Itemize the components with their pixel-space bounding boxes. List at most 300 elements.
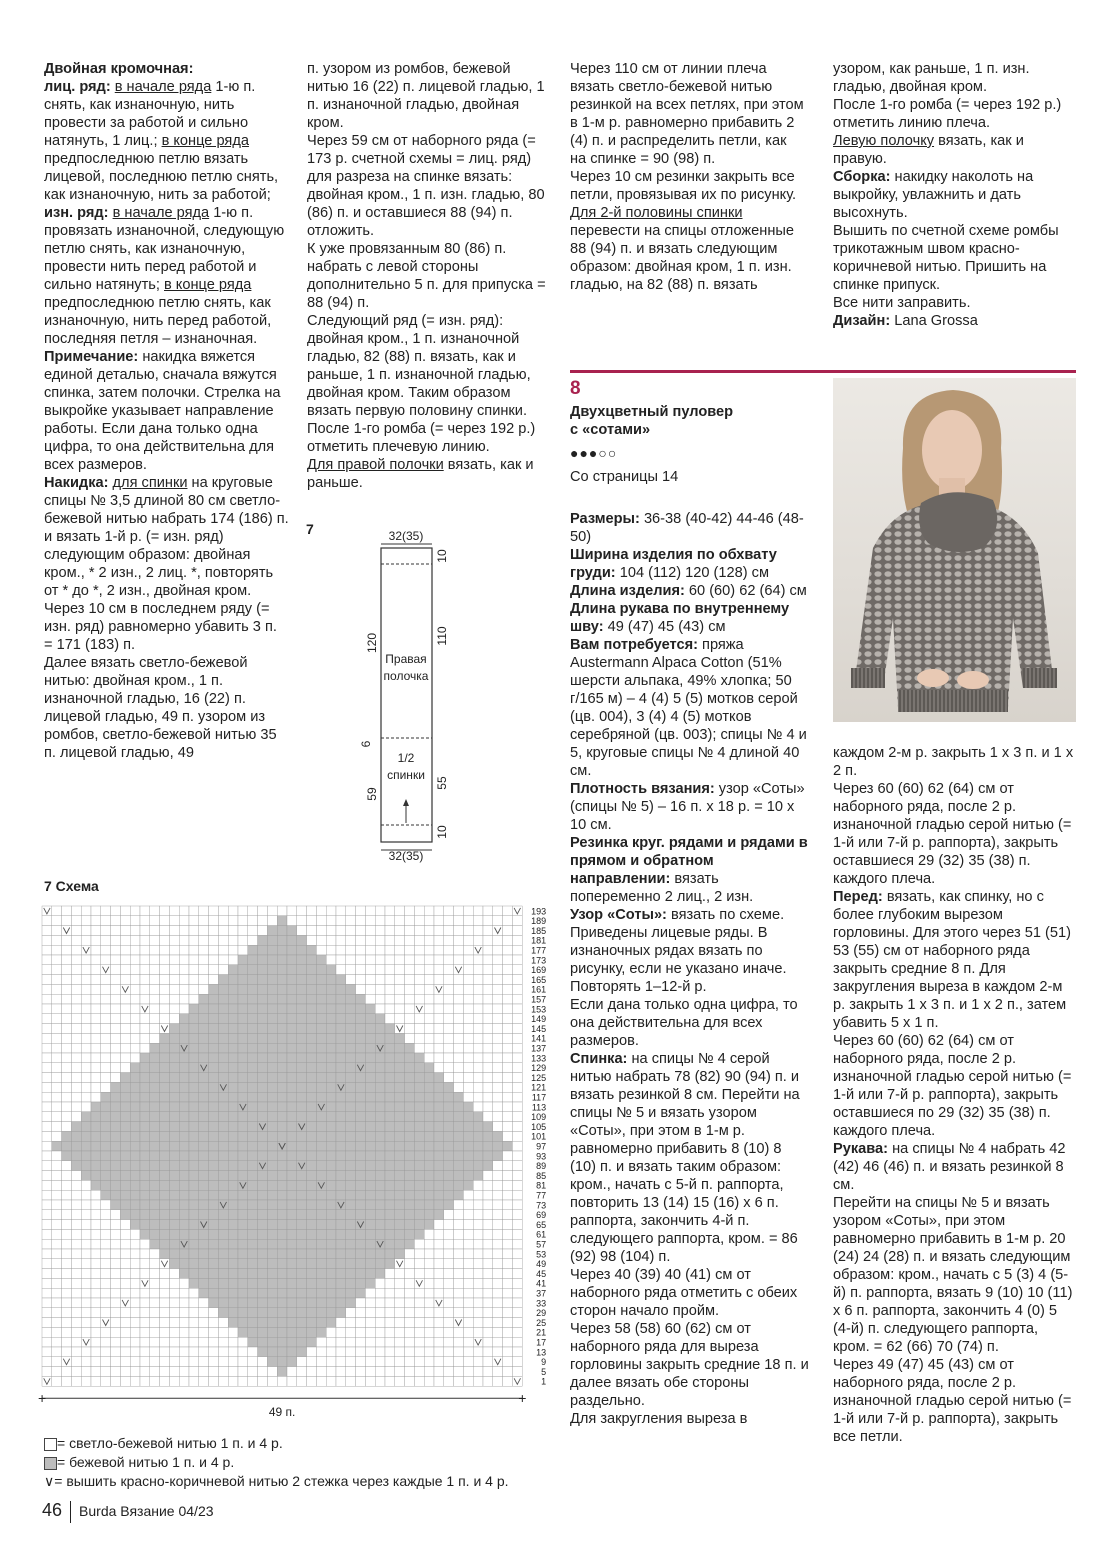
chart-cell (258, 1004, 268, 1014)
chart-cell (150, 1278, 160, 1288)
chart-cell (473, 1073, 483, 1083)
chart-cell (287, 1161, 297, 1171)
chart-cell (81, 1092, 91, 1102)
chart-cell (150, 955, 160, 965)
chart-cell (160, 1122, 170, 1132)
chart-cell (81, 1288, 91, 1298)
chart-cell (130, 906, 140, 916)
chart-cell (91, 1112, 101, 1122)
chart-cell (444, 1210, 454, 1220)
chart-cell (434, 1327, 444, 1337)
chart-cell (356, 1112, 366, 1122)
sleeves-label: Рукава: (833, 1141, 889, 1157)
chart-cell (454, 945, 464, 955)
chart-cell (454, 926, 464, 936)
chart-cell (326, 1033, 336, 1043)
chart-cell (91, 1171, 101, 1181)
chart-cell (473, 1327, 483, 1337)
chart-cell (160, 1082, 170, 1092)
chart-cell (434, 1063, 444, 1073)
chart-cell (71, 926, 81, 936)
chart-cell (81, 994, 91, 1004)
rs-row-label: лиц. ряд: (44, 79, 111, 95)
chart-cell (336, 935, 346, 945)
chart-cell (81, 955, 91, 965)
chart-cell (277, 1151, 287, 1161)
chart-cell (189, 1033, 199, 1043)
chart-cell (42, 1269, 52, 1279)
chart-cell (297, 1082, 307, 1092)
chart-cell (91, 935, 101, 945)
chart-cell (395, 1347, 405, 1357)
chart-cell (189, 955, 199, 965)
chart-cell (454, 1229, 464, 1239)
chart-cell (209, 1171, 219, 1181)
chart-cell (52, 1131, 62, 1141)
chart-cell (169, 1318, 179, 1328)
chart-cell (199, 1171, 209, 1181)
chart-cell (365, 955, 375, 965)
chart-cell (307, 975, 317, 985)
chart-cell (297, 945, 307, 955)
chart-cell (228, 1102, 238, 1112)
chart-cell (493, 1269, 503, 1279)
chart-cell (209, 1269, 219, 1279)
chart-cell (91, 1357, 101, 1367)
chart-cell (71, 1073, 81, 1083)
chart-cell (463, 1151, 473, 1161)
chart-cell (258, 994, 268, 1004)
chart-cell (81, 1298, 91, 1308)
chart-cell (71, 1112, 81, 1122)
chart-cell (91, 1161, 101, 1171)
chart-cell (160, 1161, 170, 1171)
chart-cell (483, 965, 493, 975)
chart-cell (454, 1151, 464, 1161)
chart-cell (277, 1024, 287, 1034)
chart-cell (101, 1180, 111, 1190)
chart-cell (120, 975, 130, 985)
chart-cell (277, 906, 287, 916)
chart-cell (91, 1308, 101, 1318)
page-footer (42, 1500, 214, 1523)
chart-cell (346, 975, 356, 985)
page-number: 46 (42, 1500, 63, 1520)
chart-cell (258, 1367, 268, 1377)
chart-cell (199, 1200, 209, 1210)
chart-cell (248, 1239, 258, 1249)
chart-cell (365, 926, 375, 936)
chart-cell (454, 1082, 464, 1092)
chart-cell (248, 1161, 258, 1171)
chart-cell (81, 1347, 91, 1357)
chart-cell (434, 1122, 444, 1132)
chart-cell (503, 965, 513, 975)
chart-cell (463, 945, 473, 955)
chart-cell (71, 1161, 81, 1171)
chart-cell (169, 1102, 179, 1112)
chart-title: 7 Схема (44, 878, 99, 894)
chart-cell (228, 1357, 238, 1367)
chart-cell (277, 1073, 287, 1083)
chart-cell (297, 1229, 307, 1239)
chart-cell (346, 1092, 356, 1102)
paragraph: Через 10 см резинки закрыть все петли, провязывая их по рисунку. (570, 169, 797, 203)
chart-cell (454, 1337, 464, 1347)
chart-cell (150, 1141, 160, 1151)
chart-cell (277, 1357, 287, 1367)
chart-cell (287, 1239, 297, 1249)
chart-cell (287, 1220, 297, 1230)
chart-cell (503, 1053, 513, 1063)
chart-cell (287, 1337, 297, 1347)
chart-cell (503, 984, 513, 994)
chart-cell (473, 1004, 483, 1014)
chart-cell (512, 984, 522, 994)
chart-cell (346, 1367, 356, 1377)
chart-cell (91, 1190, 101, 1200)
chart-cell (248, 1229, 258, 1239)
chart-cell (375, 1053, 385, 1063)
chart-cell (454, 906, 464, 916)
chart-cell (101, 1220, 111, 1230)
chart-cell (346, 916, 356, 926)
text: 36-38 (40-42) 44-46 (48-50) (570, 511, 804, 545)
sizes (570, 510, 810, 546)
chart-cell (287, 1053, 297, 1063)
chart-cell (91, 1082, 101, 1092)
chart-cell (385, 1259, 395, 1269)
chart-cell (179, 1122, 189, 1132)
chart-cell (140, 1239, 150, 1249)
chart-cell (267, 1347, 277, 1357)
chart-cell (42, 1141, 52, 1151)
chart-cell (336, 1033, 346, 1043)
chart-cell (512, 1249, 522, 1259)
chart-cell (277, 1033, 287, 1043)
chart-cell (375, 1220, 385, 1230)
chart-cell (218, 916, 228, 926)
chart-cell (62, 1102, 72, 1112)
chart-cell (512, 1082, 522, 1092)
chart-cell (218, 1239, 228, 1249)
chart-cell (218, 1190, 228, 1200)
chart-cell (424, 1033, 434, 1043)
chart-cell (101, 1141, 111, 1151)
row-number: 105 (531, 1121, 547, 1132)
chart-cell (434, 1259, 444, 1269)
chart-cell (424, 1239, 434, 1249)
chart-cell (414, 1171, 424, 1181)
paragraph: Через 40 (39) 40 (41) см от наборного ряда отметить с обеих сторон начало пройм. (570, 1267, 798, 1319)
chart-cell (326, 1161, 336, 1171)
row-number: 157 (531, 994, 547, 1005)
chart-cell (297, 1337, 307, 1347)
chart-cell (160, 1004, 170, 1014)
chart-cell (503, 1337, 513, 1347)
chart-cell (297, 1053, 307, 1063)
row-number: 177 (531, 945, 547, 956)
chart-cell (326, 1269, 336, 1279)
chart-cell (101, 1063, 111, 1073)
chart-cell (473, 1357, 483, 1367)
chart-cell (209, 984, 219, 994)
chart-cell (238, 994, 248, 1004)
chart-cell (189, 1043, 199, 1053)
chart-cell (120, 1004, 130, 1014)
chart-cell (356, 1092, 366, 1102)
chart-cell (336, 1239, 346, 1249)
chart-cell (42, 1200, 52, 1210)
chart-cell (179, 1141, 189, 1151)
chart-cell (434, 1229, 444, 1239)
chart-cell (169, 1298, 179, 1308)
chart-cell (375, 955, 385, 965)
chart-cell (434, 906, 444, 916)
chart-cell (218, 965, 228, 975)
chart-cell (150, 935, 160, 945)
chart-cell (130, 1171, 140, 1181)
chart-cell (209, 1318, 219, 1328)
chart-cell (385, 1033, 395, 1043)
chart-cell (395, 926, 405, 936)
chart-cell (120, 1171, 130, 1181)
chart-cell (473, 1259, 483, 1269)
chart-cell (111, 1112, 121, 1122)
chart-cell (414, 1043, 424, 1053)
chart-cell (238, 1063, 248, 1073)
chart-cell (42, 1102, 52, 1112)
issue-number: 04/23 (178, 1503, 214, 1519)
chart-cell (199, 1308, 209, 1318)
chart-cell (62, 1014, 72, 1024)
chart-cell (473, 1376, 483, 1386)
chart-cell (218, 1004, 228, 1014)
chart-cell (493, 1141, 503, 1151)
chart-cell (189, 1004, 199, 1014)
chart-cell (189, 906, 199, 916)
chart-cell (454, 1308, 464, 1318)
chart-cell (111, 1053, 121, 1063)
chart-cell (160, 1180, 170, 1190)
chart-cell (405, 1318, 415, 1328)
chart-cell (483, 1376, 493, 1386)
chart-cell (287, 1269, 297, 1279)
chart-cell (326, 1024, 336, 1034)
chart-cell (120, 1043, 130, 1053)
chart-cell (287, 1180, 297, 1190)
chart-cell (473, 935, 483, 945)
chart-cell (385, 1092, 395, 1102)
chart-cell (238, 1220, 248, 1230)
chart-cell (473, 1171, 483, 1181)
chart-cell (405, 1073, 415, 1083)
chart-cell (81, 1318, 91, 1328)
chart-cell (297, 1180, 307, 1190)
chart-cell (189, 1229, 199, 1239)
chart-cell (238, 1367, 248, 1377)
chart-cell (160, 1376, 170, 1386)
chart-cell (493, 906, 503, 916)
chart-cell (62, 1278, 72, 1288)
chart-cell (385, 1269, 395, 1279)
chart-cell (140, 1141, 150, 1151)
chart-cell (375, 1033, 385, 1043)
chart-cell (238, 965, 248, 975)
chart-cell (375, 1102, 385, 1112)
chart-cell (91, 1014, 101, 1024)
chart-cell (267, 975, 277, 985)
chart-cell (228, 1161, 238, 1171)
chart-cell (454, 1004, 464, 1014)
chart-cell (169, 1161, 179, 1171)
chart-cell (179, 1131, 189, 1141)
chart-cell (503, 1043, 513, 1053)
chart-cell (160, 1131, 170, 1141)
chart-cell (62, 955, 72, 965)
chart-cell (169, 965, 179, 975)
chart-cell (228, 1376, 238, 1386)
chart-cell (463, 975, 473, 985)
chart-cell (512, 1298, 522, 1308)
chart-cell (424, 1043, 434, 1053)
chart-cell (81, 1033, 91, 1043)
chart-cell (277, 1269, 287, 1279)
front-label: Перед: (833, 889, 883, 905)
chart-cell (130, 1092, 140, 1102)
chart-cell (336, 1122, 346, 1132)
chart-cell (424, 1122, 434, 1132)
chart-cell (238, 1112, 248, 1122)
chart-cell (336, 1347, 346, 1357)
chart-cell (209, 916, 219, 926)
chart-cell (91, 1327, 101, 1337)
chart-cell (424, 916, 434, 926)
chart-cell (424, 1073, 434, 1083)
chart-cell (346, 1073, 356, 1083)
chart-cell (71, 1131, 81, 1141)
chart-cell (140, 1190, 150, 1200)
chart-cell (483, 994, 493, 1004)
chart-cell (336, 994, 346, 1004)
chart-cell (503, 926, 513, 936)
chart-cell (150, 1112, 160, 1122)
chart-cell (140, 916, 150, 926)
chart-cell (336, 1229, 346, 1239)
chart-cell (238, 955, 248, 965)
chart-cell (160, 1239, 170, 1249)
chart-cell (130, 1288, 140, 1298)
chart-cell (395, 1033, 405, 1043)
chart-cell (454, 1200, 464, 1210)
row-number: 37 (536, 1288, 547, 1299)
chart-cell (179, 1210, 189, 1220)
chart-cell (326, 1229, 336, 1239)
chart-cell (169, 1014, 179, 1024)
chart-cell (52, 1190, 62, 1200)
chart-cell (267, 1014, 277, 1024)
chart-cell (307, 1376, 317, 1386)
chart-cell (424, 1337, 434, 1347)
chart-cell (258, 1063, 268, 1073)
chart-cell (463, 1220, 473, 1230)
row-number: 1 (541, 1376, 547, 1387)
chart-cell (62, 1376, 72, 1386)
chart-cell (307, 1161, 317, 1171)
chart-cell (101, 1337, 111, 1347)
chart-cell (316, 1161, 326, 1171)
chart-cell (483, 955, 493, 965)
chart-cell (316, 1082, 326, 1092)
chart-cell (395, 1161, 405, 1171)
chart-cell (267, 1308, 277, 1318)
chart-cell (120, 1141, 130, 1151)
chart-cell (444, 965, 454, 975)
chart-cell (258, 1053, 268, 1063)
chart-cell (414, 935, 424, 945)
chart-cell (218, 1376, 228, 1386)
chart-cell (130, 935, 140, 945)
chart-cell (81, 1141, 91, 1151)
text: пряжа Austermann Alpaca Cotton (51% шерсти альпака, 49% хлопка; 50 г/165 м) – 4 (4) 5 (5) мотков серой (цв. 004), 3 (4) 4 (5) мотков серебряной (цв. 003); спицы № 4 и 5, круговые спицы № 4 длиной 40 см. (570, 637, 807, 779)
chart-cell (199, 1210, 209, 1220)
chart-cell (248, 1004, 258, 1014)
chart-cell (42, 1004, 52, 1014)
chart-cell (385, 1082, 395, 1092)
chart-cell (91, 1259, 101, 1269)
chart-cell (42, 1327, 52, 1337)
chart-cell (258, 1288, 268, 1298)
chart-cell (111, 926, 121, 936)
chart-cell (316, 1357, 326, 1367)
chart-cell (160, 1053, 170, 1063)
chart-cell (512, 1357, 522, 1367)
chart-cell (130, 1327, 140, 1337)
chart-cell (483, 1229, 493, 1239)
chart-cell (179, 1249, 189, 1259)
design-credit (833, 312, 1078, 330)
chart-cell (91, 1367, 101, 1377)
chart-cell (81, 1269, 91, 1279)
chart-cell (473, 926, 483, 936)
chart-cell (238, 1249, 248, 1259)
chart-cell (503, 935, 513, 945)
chart-cell (307, 1318, 317, 1328)
paragraph (833, 132, 1078, 168)
row-number: 129 (531, 1063, 547, 1074)
chart-cell (258, 1073, 268, 1083)
chart-cell (365, 1131, 375, 1141)
chart-cell (62, 1122, 72, 1132)
chart-cell (71, 1278, 81, 1288)
chart-cell (483, 1092, 493, 1102)
chart-cell (111, 1161, 121, 1171)
chart-cell (42, 1210, 52, 1220)
chart-cell (434, 1161, 444, 1171)
chart-cell (120, 1102, 130, 1112)
chart-cell (150, 965, 160, 975)
chart-cell (267, 1288, 277, 1298)
chart-cell (454, 994, 464, 1004)
chart-cell (209, 1053, 219, 1063)
chart-cell (297, 1190, 307, 1200)
chart-cell (258, 1024, 268, 1034)
chart-cell (52, 1112, 62, 1122)
text: на круговые спицы № 3,5 длиной 80 см светло-бежевой нитью набрать 174 (186) п. и вязать 1-й р. (= изн. ряд) следующим образом: двойная кром., * 2 изн., 2 лиц. *, повторять от * до *, 2 изн., двойная кром. (44, 475, 289, 599)
chart-cell (365, 1200, 375, 1210)
chart-cell (81, 1112, 91, 1122)
chart-cell (503, 1190, 513, 1200)
